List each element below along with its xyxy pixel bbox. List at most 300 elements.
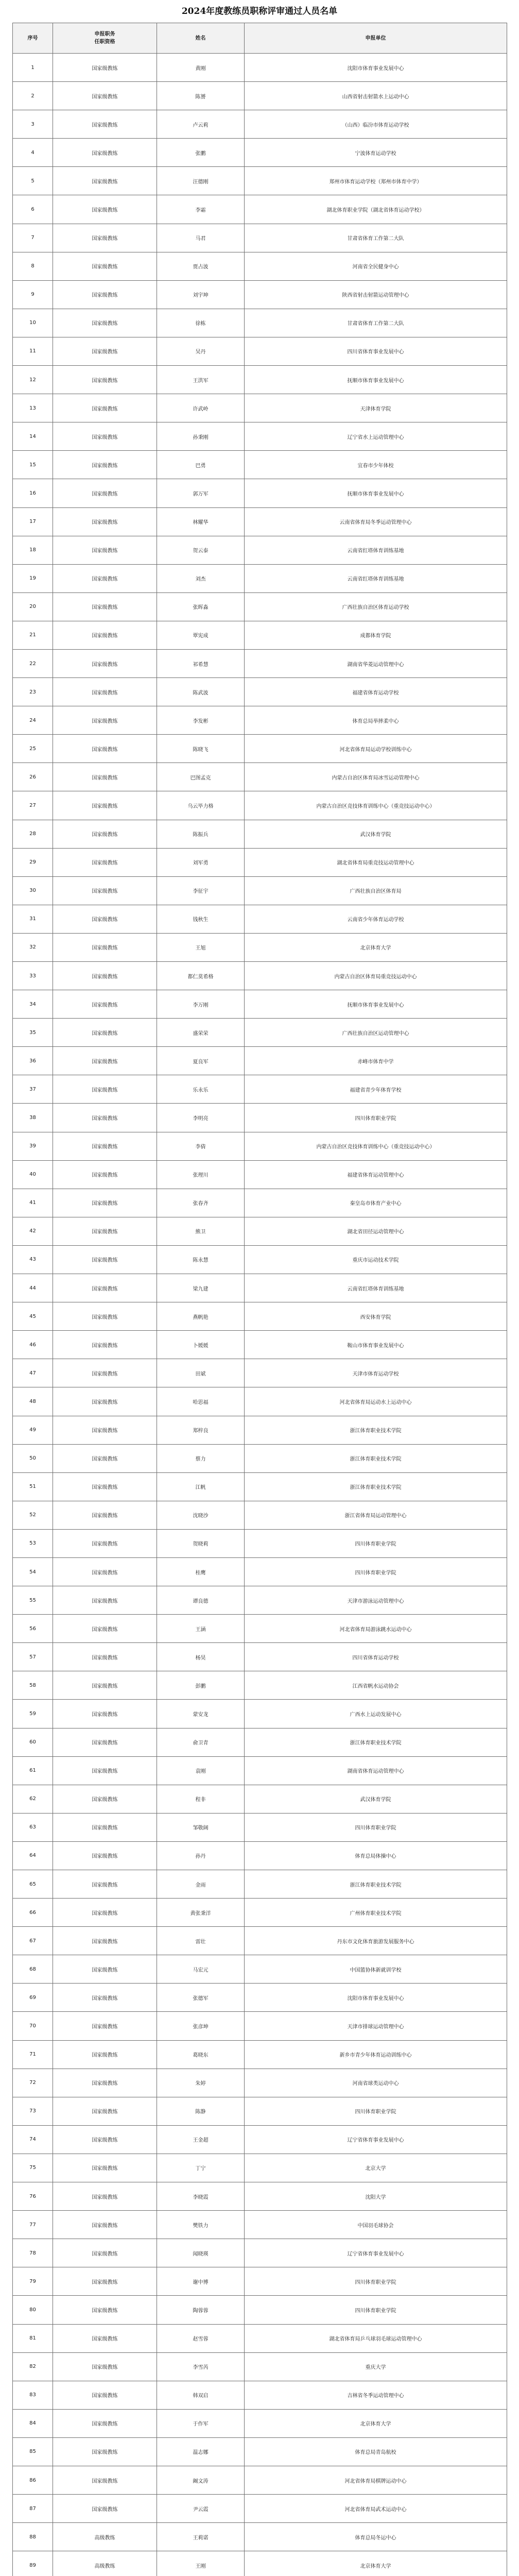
header-name: 姓名 [157, 23, 245, 54]
table-row [13, 2097, 507, 2125]
cell-serial-number: 80 [13, 2296, 53, 2324]
cell-unit: 秦皇岛市体育产业中心 [245, 1189, 507, 1217]
cell-name: 钱秋生 [157, 905, 245, 933]
cell-name: 蒙安龙 [157, 1700, 245, 1728]
cell-serial-number: 16 [13, 479, 53, 507]
cell-name: 俞卫青 [157, 1728, 245, 1756]
cell-name: 卜媛媛 [157, 1331, 245, 1359]
cell-name: 王涵 [157, 1615, 245, 1643]
table-row [13, 2466, 507, 2494]
table-row [13, 1047, 507, 1075]
table-row [13, 2012, 507, 2040]
cell-serial-number: 76 [13, 2182, 53, 2211]
table-row [13, 2324, 507, 2352]
cell-serial-number: 84 [13, 2409, 53, 2437]
table-row [13, 1615, 507, 1643]
table-row [13, 1700, 507, 1728]
cell-level: 国家级教练 [53, 422, 157, 451]
cell-serial-number: 69 [13, 1984, 53, 2012]
table-row [13, 2069, 507, 2097]
cell-level: 国家级教练 [53, 2437, 157, 2466]
cell-level: 国家级教练 [53, 1785, 157, 1813]
cell-name: 沈晓沙 [157, 1501, 245, 1529]
cell-name: 吴丹 [157, 337, 245, 365]
cell-serial-number: 18 [13, 536, 53, 564]
cell-serial-number: 56 [13, 1615, 53, 1643]
cell-level: 国家级教练 [53, 1189, 157, 1217]
cell-serial-number: 71 [13, 2040, 53, 2069]
cell-name: 哈思福 [157, 1387, 245, 1416]
cell-level: 国家级教练 [53, 1529, 157, 1557]
table-row [13, 1927, 507, 1955]
cell-name: 李发彬 [157, 706, 245, 735]
table-row [13, 224, 507, 252]
cell-unit: 云南省红塔体育训练基地 [245, 1274, 507, 1302]
cell-serial-number: 13 [13, 394, 53, 422]
cell-name: 贾占波 [157, 252, 245, 280]
cell-unit: 湖北体育职业学院（湖北省体育运动学校） [245, 195, 507, 224]
cell-level: 国家级教练 [53, 2466, 157, 2494]
cell-unit: 福建省体育运动管理中心 [245, 1160, 507, 1189]
cell-level: 国家级教练 [53, 2182, 157, 2211]
cell-name: 于作军 [157, 2409, 245, 2437]
cell-unit: 河北省体育局武术运动中心 [245, 2495, 507, 2523]
cell-level: 国家级教练 [53, 649, 157, 677]
cell-serial-number: 62 [13, 1785, 53, 1813]
cell-serial-number: 20 [13, 592, 53, 621]
cell-name: 谢中博 [157, 2267, 245, 2296]
cell-unit: 鞍山市体育事业发展中心 [245, 1331, 507, 1359]
cell-level: 国家级教练 [53, 1331, 157, 1359]
cell-level: 国家级教练 [53, 1075, 157, 1104]
table-row [13, 1132, 507, 1160]
cell-name: 陈振兵 [157, 820, 245, 848]
cell-unit: 天津市游泳运动管理中心 [245, 1586, 507, 1615]
cell-unit: 内蒙古自治区竞技体育训练中心（重竞技运动中心） [245, 791, 507, 820]
cell-unit: 天津体育学院 [245, 394, 507, 422]
table-row [13, 990, 507, 1019]
cell-level: 国家级教练 [53, 2495, 157, 2523]
cell-level: 国家级教练 [53, 763, 157, 791]
table-row [13, 564, 507, 592]
cell-unit: 赤峰市体育中学 [245, 1047, 507, 1075]
cell-unit: 内蒙古自治区体育局重竞技运动中心 [245, 962, 507, 990]
cell-level: 国家级教练 [53, 82, 157, 110]
cell-level: 国家级教练 [53, 1586, 157, 1615]
cell-unit: 四川体育职业学院 [245, 1557, 507, 1586]
table-row [13, 280, 507, 309]
cell-serial-number: 26 [13, 763, 53, 791]
cell-unit: 天津市体育运动学校 [245, 1359, 507, 1387]
cell-unit: 广西壮族自治区运动管理中心 [245, 1019, 507, 1047]
cell-level: 国家级教练 [53, 962, 157, 990]
table-row [13, 962, 507, 990]
cell-serial-number: 9 [13, 280, 53, 309]
cell-level: 国家级教练 [53, 1643, 157, 1671]
table-row [13, 678, 507, 706]
cell-level: 国家级教练 [53, 1813, 157, 1841]
cell-level: 国家级教练 [53, 1899, 157, 1927]
cell-serial-number: 66 [13, 1899, 53, 1927]
cell-level: 国家级教练 [53, 933, 157, 961]
cell-serial-number: 49 [13, 1416, 53, 1444]
cell-name: 邹敬阔 [157, 1813, 245, 1841]
cell-name: 闻晓瑛 [157, 2239, 245, 2267]
cell-serial-number: 86 [13, 2466, 53, 2494]
cell-level: 国家级教练 [53, 621, 157, 649]
table-row [13, 54, 507, 82]
cell-serial-number: 88 [13, 2523, 53, 2551]
cell-name: 张春齐 [157, 1189, 245, 1217]
table-row [13, 1189, 507, 1217]
cell-name: 孙秉刚 [157, 422, 245, 451]
table-row [13, 1331, 507, 1359]
cell-level: 国家级教练 [53, 1501, 157, 1529]
cell-unit: 湖北省体育局重竞技运动管理中心 [245, 848, 507, 876]
cell-serial-number: 61 [13, 1756, 53, 1785]
table-row [13, 905, 507, 933]
cell-unit: 体育总局举摔柔中心 [245, 706, 507, 735]
table-row [13, 1245, 507, 1274]
cell-level: 国家级教练 [53, 394, 157, 422]
cell-name: 谭良德 [157, 1586, 245, 1615]
table-row [13, 1728, 507, 1756]
table-row [13, 479, 507, 507]
cell-level: 国家级教练 [53, 1841, 157, 1870]
table-row [13, 2267, 507, 2296]
cell-serial-number: 36 [13, 1047, 53, 1075]
cell-name: 巴勇 [157, 451, 245, 479]
cell-level: 国家级教练 [53, 2352, 157, 2381]
cell-unit: 体育总局冬运中心 [245, 2523, 507, 2551]
cell-level: 国家级教练 [53, 110, 157, 139]
cell-serial-number: 70 [13, 2012, 53, 2040]
cell-unit: 四川省体育事业发展中心 [245, 337, 507, 365]
table-row [13, 706, 507, 735]
cell-serial-number: 2 [13, 82, 53, 110]
cell-level: 高级教练 [53, 2523, 157, 2551]
cell-name: 陶蓉蓉 [157, 2296, 245, 2324]
cell-serial-number: 83 [13, 2381, 53, 2409]
cell-unit: 郑州市体育运动学校（郑州市体育中学） [245, 167, 507, 195]
cell-level: 国家级教练 [53, 2040, 157, 2069]
cell-serial-number: 42 [13, 1217, 53, 1245]
cell-unit: 甘肃省体育工作第二大队 [245, 224, 507, 252]
cell-unit: 新乡市青少年体育运动训练中心 [245, 2040, 507, 2069]
cell-serial-number: 68 [13, 1955, 53, 1984]
cell-name: 贺云泰 [157, 536, 245, 564]
cell-name: 李明亮 [157, 1104, 245, 1132]
cell-name: 丁宁 [157, 2154, 245, 2182]
cell-unit: 辽宁省体育事业发展中心 [245, 2125, 507, 2154]
cell-level: 国家级教练 [53, 2097, 157, 2125]
cell-name: 王刚 [157, 2551, 245, 2576]
cell-unit: 抚顺市体育事业发展中心 [245, 990, 507, 1019]
cell-unit: 四川体育职业学院 [245, 1813, 507, 1841]
cell-serial-number: 46 [13, 1331, 53, 1359]
cell-level: 国家级教练 [53, 1416, 157, 1444]
cell-name: 温志娜 [157, 2437, 245, 2466]
cell-unit: 湖南省体育运动管理中心 [245, 1756, 507, 1785]
cell-unit: 丹东市文化体育旅游发展服务中心 [245, 1927, 507, 1955]
cell-unit: 武汉体育学院 [245, 1785, 507, 1813]
cell-level: 国家级教练 [53, 820, 157, 848]
cell-level: 国家级教练 [53, 507, 157, 536]
table-row [13, 1841, 507, 1870]
table-row [13, 422, 507, 451]
table-row [13, 536, 507, 564]
cell-name: 李雪芮 [157, 2352, 245, 2381]
cell-unit: 河南省全民健身中心 [245, 252, 507, 280]
table-row [13, 252, 507, 280]
cell-serial-number: 57 [13, 1643, 53, 1671]
table-row [13, 1501, 507, 1529]
cell-unit: 中国篮协体新就训学校 [245, 1955, 507, 1984]
cell-name: 燕帆艳 [157, 1302, 245, 1331]
cell-name: 王旭 [157, 933, 245, 961]
table-row [13, 2551, 507, 2576]
cell-name: 田斌 [157, 1359, 245, 1387]
cell-serial-number: 63 [13, 1813, 53, 1841]
cell-unit: 河北省体育局运动学校训练中心 [245, 735, 507, 763]
table-row [13, 2040, 507, 2069]
cell-serial-number: 3 [13, 110, 53, 139]
table-row [13, 2381, 507, 2409]
cell-unit: 西安体育学院 [245, 1302, 507, 1331]
results-table [12, 23, 507, 2576]
cell-name: 黄刚 [157, 54, 245, 82]
cell-level: 国家级教练 [53, 1217, 157, 1245]
table-row [13, 1984, 507, 2012]
table-row [13, 2523, 507, 2551]
cell-level: 国家级教练 [53, 2324, 157, 2352]
cell-unit: 沈阳市体育事业发展中心 [245, 54, 507, 82]
cell-serial-number: 7 [13, 224, 53, 252]
cell-name: 祁希慧 [157, 649, 245, 677]
cell-name: 陈赟 [157, 82, 245, 110]
table-row [13, 2211, 507, 2239]
cell-unit: 四川体育职业学院 [245, 1104, 507, 1132]
cell-name: 覃宪成 [157, 621, 245, 649]
table-row [13, 735, 507, 763]
table-row [13, 1813, 507, 1841]
cell-name: 樊铁力 [157, 2211, 245, 2239]
cell-serial-number: 35 [13, 1019, 53, 1047]
cell-unit: 福建省体育运动学校 [245, 678, 507, 706]
cell-name: 陈晓飞 [157, 735, 245, 763]
cell-name: 李征宇 [157, 876, 245, 905]
table-row [13, 848, 507, 876]
cell-serial-number: 11 [13, 337, 53, 365]
table-row [13, 763, 507, 791]
cell-level: 国家级教练 [53, 2154, 157, 2182]
cell-name: 韩双启 [157, 2381, 245, 2409]
cell-level: 国家级教练 [53, 990, 157, 1019]
table-row [13, 592, 507, 621]
header-level-line2: 任职资格 [94, 39, 115, 45]
cell-serial-number: 51 [13, 1472, 53, 1501]
cell-unit: 广西壮族自治区体育运动学校 [245, 592, 507, 621]
cell-level: 国家级教练 [53, 1019, 157, 1047]
cell-name: 卢云莉 [157, 110, 245, 139]
cell-serial-number: 33 [13, 962, 53, 990]
table-row [13, 1160, 507, 1189]
cell-serial-number: 29 [13, 848, 53, 876]
table-row [13, 309, 507, 337]
cell-serial-number: 82 [13, 2352, 53, 2381]
table-row [13, 2182, 507, 2211]
cell-unit: 云南省体育局冬季运动管理中心 [245, 507, 507, 536]
cell-serial-number: 6 [13, 195, 53, 224]
cell-name: 黄张秉洋 [157, 1899, 245, 1927]
cell-serial-number: 77 [13, 2211, 53, 2239]
cell-serial-number: 31 [13, 905, 53, 933]
cell-unit: 中国羽毛球协会 [245, 2211, 507, 2239]
cell-serial-number: 10 [13, 309, 53, 337]
cell-level: 国家级教练 [53, 1984, 157, 2012]
cell-unit: 河北省体育局棋牌运动中心 [245, 2466, 507, 2494]
cell-unit: 成都体育学院 [245, 621, 507, 649]
table-row [13, 451, 507, 479]
cell-serial-number: 32 [13, 933, 53, 961]
cell-level: 国家级教练 [53, 1387, 157, 1416]
table-header-row [13, 23, 507, 54]
table-row [13, 1870, 507, 1899]
cell-unit: 云南省少年体育运动学校 [245, 905, 507, 933]
cell-serial-number: 30 [13, 876, 53, 905]
cell-name: 巴图孟克 [157, 763, 245, 791]
cell-unit: 河南省球类运动中心 [245, 2069, 507, 2097]
cell-unit: 辽宁省体育事业发展中心 [245, 2239, 507, 2267]
table-row [13, 649, 507, 677]
cell-level: 国家级教练 [53, 1728, 157, 1756]
cell-serial-number: 5 [13, 167, 53, 195]
cell-serial-number: 81 [13, 2324, 53, 2352]
table-row [13, 337, 507, 365]
table-row [13, 394, 507, 422]
cell-serial-number: 85 [13, 2437, 53, 2466]
cell-unit: 浙江省体育局运动管理中心 [245, 1501, 507, 1529]
cell-unit: 云南省红塔体育训练基地 [245, 536, 507, 564]
cell-unit: 湖南省华菱运动管理中心 [245, 649, 507, 677]
cell-level: 国家级教练 [53, 2381, 157, 2409]
cell-name: 刘宇坤 [157, 280, 245, 309]
cell-level: 国家级教练 [53, 479, 157, 507]
cell-serial-number: 4 [13, 139, 53, 167]
cell-name: 王莉诺 [157, 2523, 245, 2551]
cell-unit: 沈阳大学 [245, 2182, 507, 2211]
header-level [53, 23, 157, 54]
cell-unit: 四川体育职业学院 [245, 2097, 507, 2125]
cell-level: 国家级教练 [53, 1245, 157, 1274]
cell-level: 国家级教练 [53, 2296, 157, 2324]
cell-level: 国家级教练 [53, 366, 157, 394]
cell-level: 国家级教练 [53, 2211, 157, 2239]
cell-name: 袁刚 [157, 1756, 245, 1785]
cell-unit: 山西省射击射箭水上运动中心 [245, 82, 507, 110]
cell-name: 乐永乐 [157, 1075, 245, 1104]
table-row [13, 2154, 507, 2182]
cell-serial-number: 50 [13, 1444, 53, 1472]
cell-level: 国家级教练 [53, 1047, 157, 1075]
cell-serial-number: 64 [13, 1841, 53, 1870]
table-row [13, 1302, 507, 1331]
cell-name: 陈永慧 [157, 1245, 245, 1274]
cell-name: 许武岭 [157, 394, 245, 422]
cell-unit: 北京体育大学 [245, 2409, 507, 2437]
cell-unit: 福建省青少年体育学校 [245, 1075, 507, 1104]
cell-level: 国家级教练 [53, 224, 157, 252]
cell-name: 熊卫 [157, 1217, 245, 1245]
cell-level: 国家级教练 [53, 2069, 157, 2097]
cell-serial-number: 52 [13, 1501, 53, 1529]
cell-name: 张理川 [157, 1160, 245, 1189]
table-row [13, 1557, 507, 1586]
cell-unit: 体育总局青岛航校 [245, 2437, 507, 2466]
cell-serial-number: 79 [13, 2267, 53, 2296]
cell-name: 刘杰 [157, 564, 245, 592]
cell-unit: 北京体育大学 [245, 933, 507, 961]
cell-level: 国家级教练 [53, 139, 157, 167]
cell-unit: 内蒙古自治区竞技体育训练中心（重竞技运动中心） [245, 1132, 507, 1160]
cell-name: 陈武波 [157, 678, 245, 706]
cell-unit: 湖北省体育局乒乓球羽毛球运动管理中心 [245, 2324, 507, 2352]
cell-unit: 云南省红塔体育训练基地 [245, 564, 507, 592]
table-row [13, 1104, 507, 1132]
cell-serial-number: 54 [13, 1557, 53, 1586]
cell-unit: 重庆市运动技术学院 [245, 1245, 507, 1274]
cell-level: 国家级教练 [53, 1671, 157, 1700]
cell-level: 国家级教练 [53, 706, 157, 735]
cell-name: 乌云毕力格 [157, 791, 245, 820]
cell-name: 张德军 [157, 1984, 245, 2012]
cell-level: 国家级教练 [53, 1274, 157, 1302]
cell-level: 国家级教练 [53, 1444, 157, 1472]
cell-name: 王洪军 [157, 366, 245, 394]
cell-unit: 四川体育职业学院 [245, 1529, 507, 1557]
table-row [13, 1671, 507, 1700]
cell-serial-number: 41 [13, 1189, 53, 1217]
cell-serial-number: 24 [13, 706, 53, 735]
cell-serial-number: 72 [13, 2069, 53, 2097]
cell-serial-number: 19 [13, 564, 53, 592]
cell-unit: 浙江体育职业技术学院 [245, 1870, 507, 1899]
cell-level: 国家级教练 [53, 735, 157, 763]
cell-name: 李万刚 [157, 990, 245, 1019]
cell-name: 郭万军 [157, 479, 245, 507]
cell-name: 程非 [157, 1785, 245, 1813]
table-row [13, 1217, 507, 1245]
table-row [13, 876, 507, 905]
cell-name: 金雨 [157, 1870, 245, 1899]
table-row [13, 933, 507, 961]
cell-name: 李晓霞 [157, 2182, 245, 2211]
cell-level: 国家级教练 [53, 1615, 157, 1643]
header-unit: 申报单位 [245, 23, 507, 54]
cell-unit: 重庆大学 [245, 2352, 507, 2381]
cell-name: 张晖淼 [157, 592, 245, 621]
table-row [13, 195, 507, 224]
table-row [13, 1643, 507, 1671]
cell-unit: 抚顺市体育事业发展中心 [245, 366, 507, 394]
cell-level: 国家级教练 [53, 536, 157, 564]
table-row [13, 1472, 507, 1501]
cell-name: 林耀华 [157, 507, 245, 536]
cell-serial-number: 28 [13, 820, 53, 848]
cell-name: 夏良军 [157, 1047, 245, 1075]
cell-name: 尹云霞 [157, 2495, 245, 2523]
cell-serial-number: 87 [13, 2495, 53, 2523]
